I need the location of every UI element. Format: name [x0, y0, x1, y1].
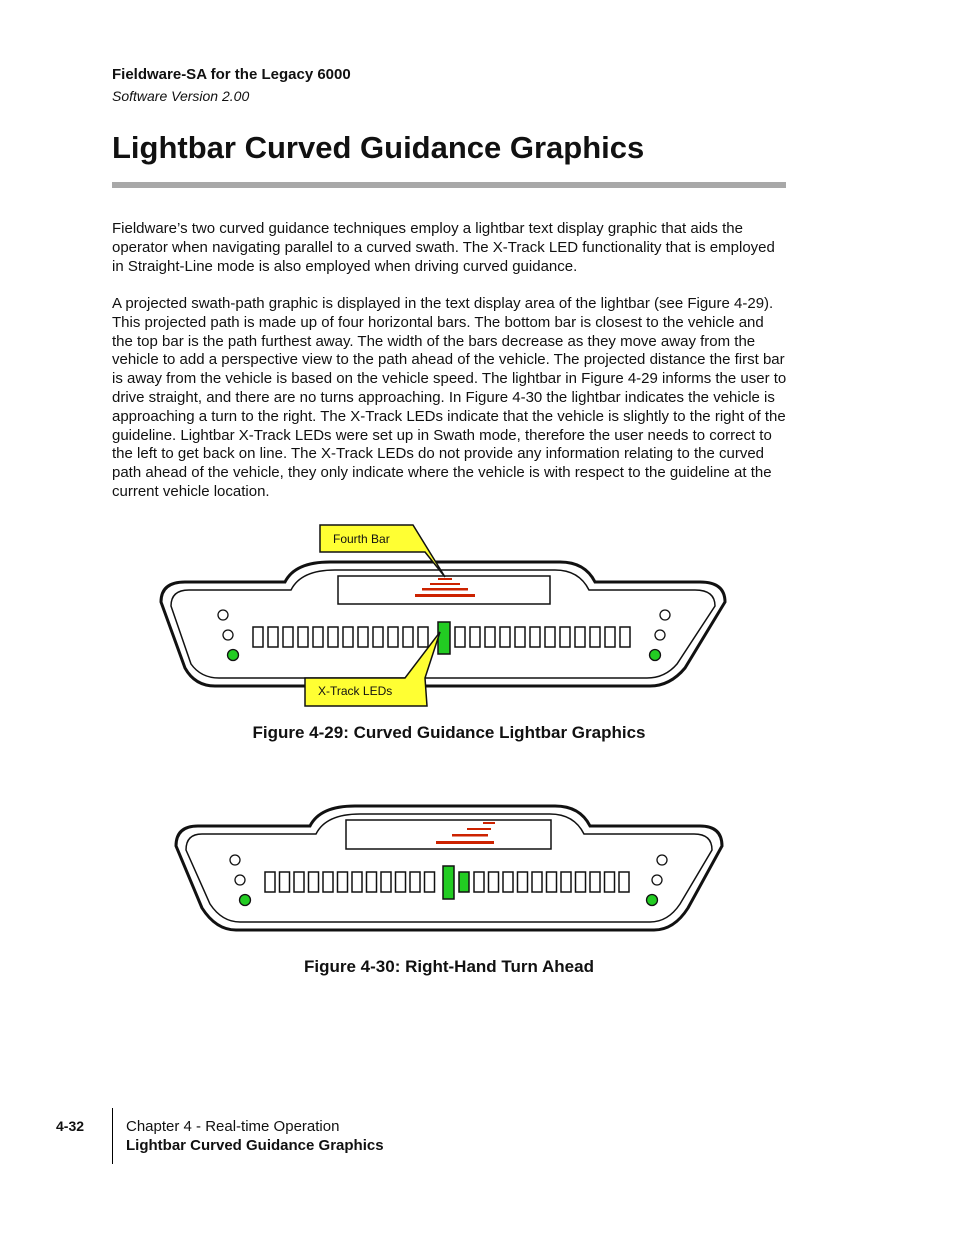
status-leds-left: [230, 855, 251, 906]
path-bar-2: [422, 588, 468, 591]
path-bar-4: [438, 578, 452, 580]
xtrack-led-right-on: [459, 872, 469, 892]
page-title: Lightbar Curved Guidance Graphics: [112, 130, 645, 165]
xtrack-led: [396, 872, 406, 892]
xtrack-led: [358, 627, 368, 647]
xtrack-led: [343, 627, 353, 647]
status-led: [657, 855, 667, 865]
xtrack-led: [328, 627, 338, 647]
figure-caption-30: Figure 4-30: Right-Hand Turn Ahead: [304, 957, 594, 976]
xtrack-led: [298, 627, 308, 647]
running-header-title: Fieldware-SA for the Legacy 6000: [112, 66, 351, 83]
xtrack-led: [620, 627, 630, 647]
status-led: [655, 630, 665, 640]
status-leds-left: [218, 610, 239, 661]
xtrack-led: [381, 872, 391, 892]
xtrack-led: [575, 627, 585, 647]
path-bar-1: [436, 841, 494, 844]
xtrack-led: [503, 872, 513, 892]
xtrack-led: [455, 627, 465, 647]
status-led: [652, 875, 662, 885]
xtrack-led: [373, 627, 383, 647]
xtrack-led: [403, 627, 413, 647]
xtrack-led: [470, 627, 480, 647]
path-bar-3: [467, 828, 491, 830]
xtrack-led: [253, 627, 263, 647]
xtrack-led: [547, 872, 557, 892]
status-led-on: [650, 650, 661, 661]
xtrack-led: [545, 627, 555, 647]
xtrack-led: [530, 627, 540, 647]
xtrack-led: [605, 627, 615, 647]
xtrack-led: [500, 627, 510, 647]
xtrack-led: [313, 627, 323, 647]
xtrack-led: [560, 627, 570, 647]
xtrack-led: [619, 872, 629, 892]
xtrack-led: [265, 872, 275, 892]
status-led: [218, 610, 228, 620]
xtrack-led-center-on: [438, 622, 450, 654]
xtrack-led: [352, 872, 362, 892]
xtrack-led-row: [265, 866, 629, 899]
xtrack-led: [425, 872, 435, 892]
status-led-on: [647, 895, 658, 906]
status-led: [235, 875, 245, 885]
xtrack-led: [283, 627, 293, 647]
running-header-subtitle: Software Version 2.00: [112, 88, 250, 104]
xtrack-led: [309, 872, 319, 892]
footer-chapter: Chapter 4 - Real-time Operation: [126, 1118, 340, 1135]
status-leds-right: [650, 610, 671, 661]
xtrack-led: [410, 872, 420, 892]
xtrack-led: [590, 627, 600, 647]
xtrack-led: [605, 872, 615, 892]
xtrack-led: [532, 872, 542, 892]
status-leds-right: [647, 855, 668, 906]
footer-rule: [112, 1108, 113, 1164]
xtrack-led: [518, 872, 528, 892]
xtrack-led: [561, 872, 571, 892]
xtrack-led: [576, 872, 586, 892]
paragraph-projected-path: A projected swath-path graphic is displayed in the text display area of the lightbar (see Figure 4-29). This projected path is made up of four horizontal bars. The bottom bar is closest to the vehicle and the top bar is the path furthest away. The width of the bars decrease as they move away from the vehicle to add a perspective view to the path ahead of the vehicle. The projected distance the first bar is away from the vehicle is based on the vehicle speed. The lightbar in Figure 4-29 informs the user to drive straight, and there are no turns approaching. In Figure 4-30 the lightbar indicates the vehicle is approaching a turn to the right. The X-Track LEDs indicate that the vehicle is slightly to the right of the guideline. Lightbar X-Track LEDs were set up in Swath mode, therefore the user needs to correct to the left to get back on line. The X-Track LEDs do not provide any information relating to the curved path ahead of the vehicle, they only indicate where the vehicle is with respect to the guideline at the current vehicle location.: [112, 295, 787, 500]
status-led: [230, 855, 240, 865]
xtrack-led: [268, 627, 278, 647]
title-rule: [112, 182, 786, 188]
xtrack-led: [367, 872, 377, 892]
path-bar-2: [452, 834, 488, 837]
xtrack-led: [590, 872, 600, 892]
xtrack-led: [388, 627, 398, 647]
status-led-on: [240, 895, 251, 906]
lightbar-figure-29: [155, 520, 735, 715]
xtrack-led-row: [253, 622, 630, 654]
xtrack-led: [474, 872, 484, 892]
xtrack-led: [280, 872, 290, 892]
path-bar-3: [430, 583, 460, 585]
lightbar-figure-30: [170, 800, 730, 940]
status-led: [660, 610, 670, 620]
xtrack-led: [489, 872, 499, 892]
page-number: 4-32: [56, 1118, 85, 1134]
xtrack-led: [294, 872, 304, 892]
footer-section: Lightbar Curved Guidance Graphics: [126, 1137, 384, 1154]
paragraph-intro: Fieldware’s two curved guidance techniques employ a lightbar text display graphic that aids the operator when navigating parallel to a curved swath. The X-Track LED functionality that is employed in Straight-Line mode is also employed when driving curved guidance.: [112, 220, 775, 275]
xtrack-led: [338, 872, 348, 892]
fourth-bar-callout: [320, 525, 445, 577]
status-led-on: [228, 650, 239, 661]
path-bar-1: [415, 594, 475, 597]
callout-label-fourth-bar: Fourth Bar: [333, 532, 390, 546]
xtrack-led: [515, 627, 525, 647]
callout-label-xtrack-leds: X-Track LEDs: [318, 684, 393, 698]
xtrack-led: [418, 627, 428, 647]
text-display-area: [346, 820, 551, 849]
figure-caption-29: Figure 4-29: Curved Guidance Lightbar Graphics: [252, 723, 646, 742]
xtrack-led: [323, 872, 333, 892]
xtrack-led: [485, 627, 495, 647]
path-bar-4: [483, 822, 495, 824]
status-led: [223, 630, 233, 640]
xtrack-led-center-on: [443, 866, 454, 899]
